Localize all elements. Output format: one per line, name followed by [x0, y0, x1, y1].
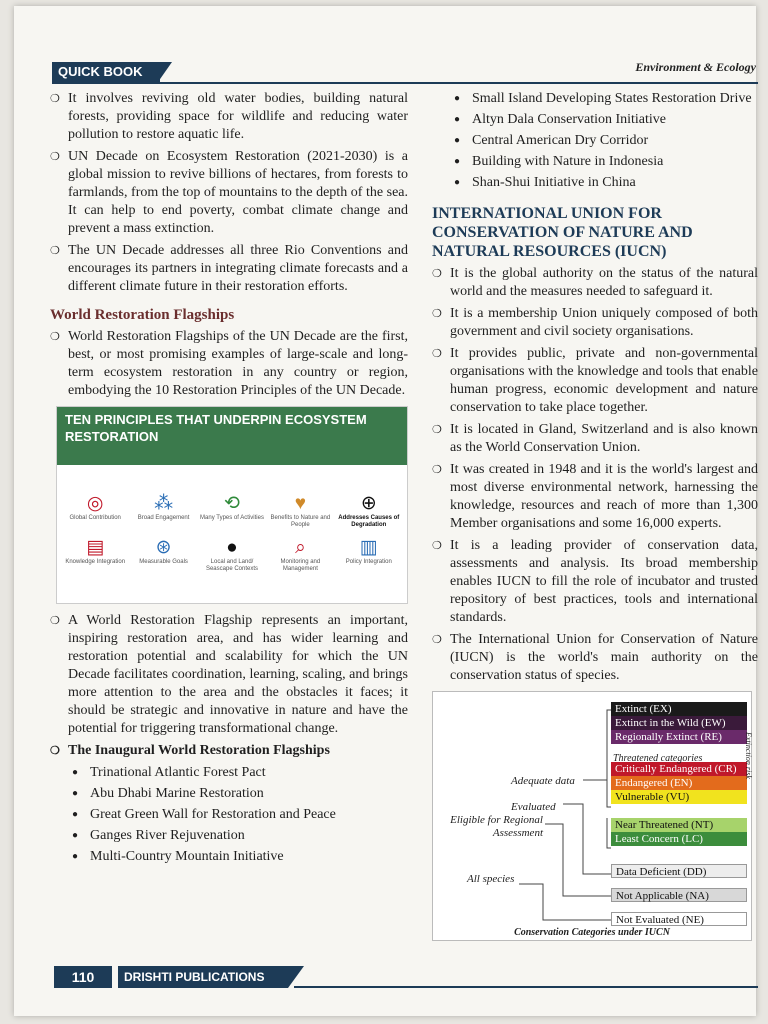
list-item: ● Building with Nature in Indonesia — [432, 153, 758, 171]
cycle-icon: ⟲ — [224, 493, 240, 514]
wave-decoration — [57, 463, 407, 477]
footer-rule — [294, 986, 758, 988]
principle-item: ◎ Global Contribution — [61, 493, 129, 529]
list-item: ❍ UN Decade on Ecosystem Restoration (2021-2030) is a global mission to revive billions of hectares, from forests to farmlands, from the top of mountains to the depth of the sea. It can help to end poverty, combat climate change and prevent a mass extinction. — [50, 148, 408, 238]
page-footer — [54, 966, 758, 988]
category-extinct-in-the-wild-ew: Extinct in the Wild (EW) — [611, 716, 747, 730]
globe-dark-icon: ● — [226, 537, 238, 558]
diagram-caption: Conservation Categories under IUCN — [514, 927, 670, 938]
list-item: ● Multi-Country Mountain Initiative — [50, 848, 408, 866]
magnifier-icon: ⌕ — [295, 537, 306, 558]
list-item: ❍ It is located in Gland, Switzerland and is also known as the World Conservation Union. — [432, 421, 758, 457]
all-species-label: All species — [467, 873, 515, 885]
section-title: Environment & Ecology — [635, 60, 756, 74]
target-icon: ⊛ — [155, 537, 172, 558]
flagships-heading: World Restoration Flagships — [50, 307, 235, 323]
iucn-bullets — [432, 265, 758, 685]
iucn-heading: INTERNATIONAL UNION FOR CONSERVATION OF NATURE AND NATURAL RESOURCES (IUCN) — [432, 205, 693, 260]
hands-icon: ♥ — [294, 493, 307, 514]
threatened-label: Threatened categories — [613, 753, 703, 764]
list-item: ❍ World Restoration Flagships of the UN Decade are the first, best, or most promising examples of large-scale and long-term ecosystem restoration in any country or region, embodying the 10 Restoration Principles of the UN Decade. — [50, 328, 408, 400]
list-item: ❍ It is a membership Union uniquely composed of both government and civil society organisations. — [432, 305, 758, 341]
category-endangered-en: Endangered (EN) — [611, 776, 747, 790]
list-item: ● Small Island Developing States Restoration Drive — [432, 90, 758, 108]
principles-infographic — [56, 406, 408, 604]
list-item: ● Trinational Atlantic Forest Pact — [50, 764, 408, 782]
principle-item: ⊕ Addresses Causes of Degradation — [335, 493, 403, 529]
category-least-concern-lc: Least Concern (LC) — [611, 832, 747, 846]
principle-item: ⊛ Measurable Goals — [129, 537, 197, 573]
principle-item: ● Local and Land/ Seascape Contexts — [198, 537, 266, 573]
flagships-list-continued — [432, 90, 758, 192]
header-rule — [52, 82, 758, 84]
principle-item: ▥ Policy Integration — [335, 537, 403, 573]
list-item: ❍ It is the global authority on the status of the natural world and the measures needed to safeguard it. — [432, 265, 758, 301]
list-item: ❍ A World Restoration Flagship represents an important, inspiring restoration area, and has wider learning and restoration potential and scalability for which the UN Decade facilitates coordination, learning, scaling, and brings more attention to the area and the obstacles it faces; it should be strategic and innovative in nature and have the potential for triggering transformational change. — [50, 612, 408, 738]
list-item: ● Abu Dhabi Marine Restoration — [50, 785, 408, 803]
flagship-description — [50, 612, 408, 738]
book-label: QUICK BOOK — [52, 62, 160, 82]
iucn-categories-diagram — [432, 691, 752, 941]
header-decoration — [158, 62, 172, 82]
page-number: 110 — [54, 966, 112, 988]
list-item: ❍ The UN Decade addresses all three Rio Conventions and encourages its partners in integrating climate forecasts and a different climate future in their restoration efforts. — [50, 242, 408, 296]
flagships-intro — [50, 328, 408, 400]
category-near-threatened-nt: Near Threatened (NT) — [611, 818, 747, 832]
eligible-label: Eligible for Regional Assessment — [450, 814, 543, 839]
category-critically-endangered-cr: Critically Endangered (CR) — [611, 762, 747, 776]
intro-bullets — [50, 90, 408, 296]
publisher-name: DRISHTI PUBLICATIONS — [118, 966, 288, 988]
list-item: ❍ It involves reviving old water bodies, building natural forests, providing space for wildlife and reducing water pollution to restore aquatic life. — [50, 90, 408, 144]
list-item: ❍ It provides public, private and non-governmental organisations with the knowledge and tools that enable human progress, economic development and nature conservation to take place together. — [432, 345, 758, 417]
principles-grid — [61, 493, 403, 573]
list-item: ❍ It is a leading provider of conservation data, assessments and analysis. Its broad membership enables IUCN to fill the role of incubator and trusted repository of best practices, tools and international standards. — [432, 537, 758, 627]
category-regionally-extinct-re: Regionally Extinct (RE) — [611, 730, 747, 744]
globe-icon: ◎ — [86, 493, 104, 514]
inaugural-list — [50, 764, 408, 866]
list-item: ● Great Green Wall for Restoration and Peace — [50, 806, 408, 824]
category-data-deficient-dd: Data Deficient (DD) — [611, 864, 747, 878]
world-icon: ⊕ — [360, 493, 377, 514]
list-item: ❍ The International Union for Conservation of Nature (IUCN) is the world's main authority on the conservation status of species. — [432, 631, 758, 685]
people-icon: ⁂ — [154, 493, 174, 514]
list-item: ● Central American Dry Corridor — [432, 132, 758, 150]
list-item: ● Shan-Shui Initiative in China — [432, 174, 758, 192]
adequate-data-label: Adequate data — [511, 775, 575, 787]
inaugural-block — [50, 742, 408, 760]
category-not-evaluated-ne: Not Evaluated (NE) — [611, 912, 747, 926]
list-item: ❍ It was created in 1948 and it is the world's largest and most diverse environmental network, harnessing the knowledge, resources and reach of more than 1,300 Member organisations and some 16,000 experts. — [432, 461, 758, 533]
principle-item: ♥ Benefits to Nature and People — [266, 493, 334, 529]
list-item: ● Ganges River Rejuvenation — [50, 827, 408, 845]
document-icon: ▥ — [359, 537, 378, 558]
page-header — [52, 58, 758, 84]
category-not-applicable-na: Not Applicable (NA) — [611, 888, 747, 902]
principle-item: ⌕ Monitoring and Management — [266, 537, 334, 573]
principle-item: ▤ Knowledge Integration — [61, 537, 129, 573]
right-column — [432, 90, 758, 941]
inaugural-heading: ❍ The Inaugural World Restoration Flagships — [50, 742, 408, 760]
category-vulnerable-vu: Vulnerable (VU) — [611, 790, 747, 804]
category-extinct-ex: Extinct (EX) — [611, 702, 747, 716]
principles-title: TEN PRINCIPLES THAT UNDERPIN ECOSYSTEM RESTORATION — [57, 407, 407, 465]
footer-decoration — [288, 966, 304, 988]
principle-item: ⁂ Broad Engagement — [129, 493, 197, 529]
left-column — [50, 90, 408, 869]
extinction-risk-label: Extinction risk — [744, 732, 753, 779]
book-icon: ▤ — [86, 537, 105, 558]
principle-item: ⟲ Many Types of Activities — [198, 493, 266, 529]
list-item: ● Altyn Dala Conservation Initiative — [432, 111, 758, 129]
evaluated-label: Evaluated — [511, 801, 556, 813]
diagram-connectors — [433, 692, 751, 940]
